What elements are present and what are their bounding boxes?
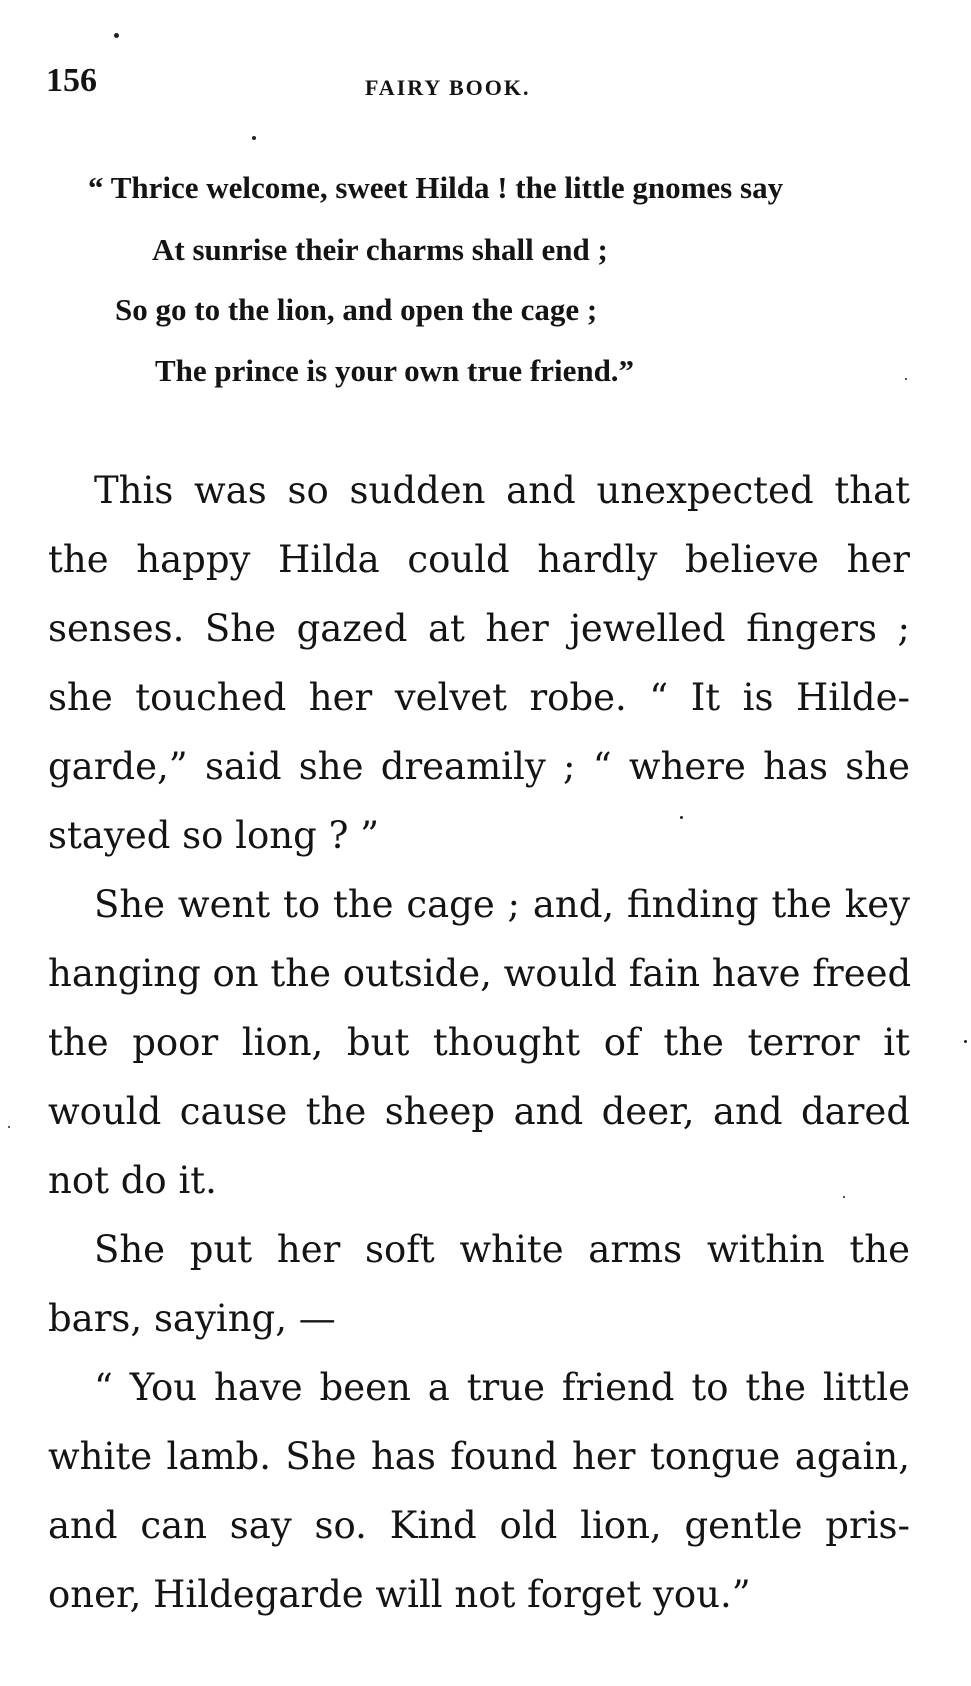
scan-speck (905, 378, 907, 380)
scan-speck (114, 33, 119, 38)
scan-speck (680, 816, 683, 819)
text-line: She put her soft white arms within the (94, 1228, 910, 1271)
text-line: “ You have been a true friend to the little (94, 1366, 910, 1409)
paragraph (48, 1215, 910, 1353)
verse-line: At sunrise their charms shall end ; (152, 232, 608, 267)
text-line: and can say so. Kind old lion, gentle pris- (48, 1504, 910, 1547)
text-line: not do it. (48, 1159, 217, 1202)
scan-speck (8, 1126, 10, 1128)
text-line: garde,” said she dreamily ; “ where has she (48, 745, 910, 788)
text-line: stayed so long ? ” (48, 814, 380, 857)
text-line: This was so sudden and unexpected that (94, 469, 910, 512)
text-line: the happy Hilda could hardly believe her (48, 538, 910, 581)
verse-line: The prince is your own true friend.” (155, 353, 635, 388)
paragraph (48, 1353, 910, 1629)
running-head: FAIRY BOOK. (365, 75, 531, 100)
text-line: senses. She gazed at her jewelled fingers ; (48, 607, 910, 650)
text-line: She went to the cage ; and, finding the key (94, 883, 910, 926)
text-line: white lamb. She has found her tongue again, (48, 1435, 910, 1478)
scan-speck (252, 136, 256, 140)
scan-speck (843, 1196, 845, 1198)
text-line: would cause the sheep and deer, and dared (48, 1090, 910, 1133)
paragraph (48, 456, 910, 870)
scan-speck (964, 1040, 967, 1043)
verse-line: “ Thrice welcome, sweet Hilda ! the little gnomes say (88, 170, 784, 205)
text-line: oner, Hildegarde will not forget you.” (48, 1573, 751, 1616)
text-line: bars, saying, — (48, 1297, 336, 1340)
paragraph (48, 870, 910, 1215)
text-line: she touched her velvet robe. “ It is Hilde- (48, 676, 910, 719)
text-line: hanging on the outside, would fain have freed (48, 952, 912, 995)
verse-line: So go to the lion, and open the cage ; (115, 292, 598, 327)
page-number: 156 (46, 62, 97, 99)
text-line: the poor lion, but thought of the terror it (48, 1021, 910, 1064)
prose-body (48, 456, 910, 1629)
